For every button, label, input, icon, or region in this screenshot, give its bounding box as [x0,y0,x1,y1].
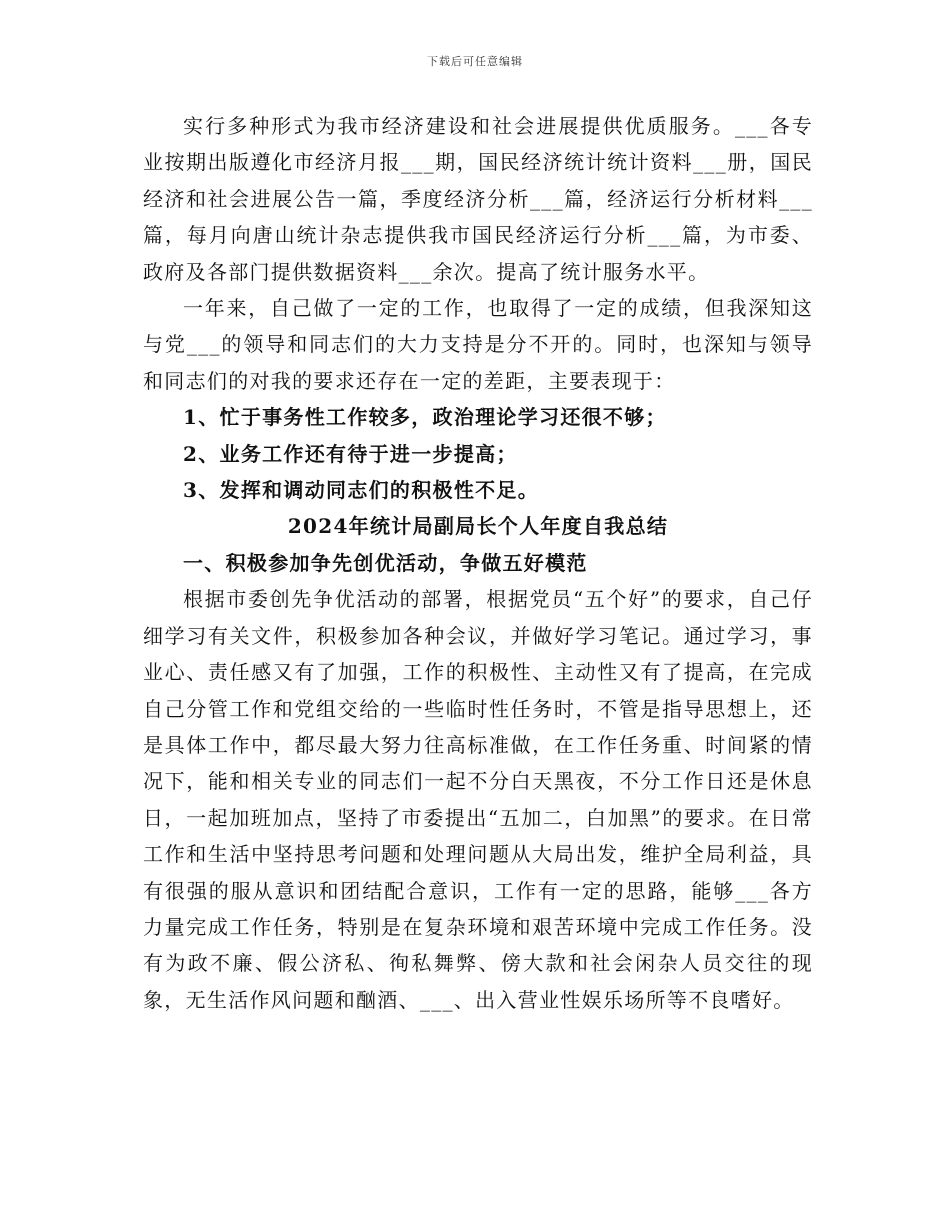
paragraph-statistics-services: 实行多种形式为我市经济建设和社会进展提供优质服务。___各专业按期出版遵化市经济月报___期，国民经济统计统计资料___册，国民经济和社会进展公告一篇，季度经济分析___篇，经济运行分析材料___篇，每月向唐山统计杂志提供我市国民经济运行分析___篇，为市委、政府及各部门提供数据资料___余次。提高了统计服务水平。 [143,114,813,284]
paragraph-shortcomings-intro: 一年来，自己做了一定的工作，也取得了一定的成绩，但我深知这与党___的领导和同志们的大力支持是分不开的。同时，也深知与领导和同志们的对我的要求还存在一定的差距，主要表现于： [143,296,813,393]
page-header: 下载后可任意编辑 [427,55,523,68]
list-item: 3、发挥和调动同志们的积极性不足。 [183,478,540,503]
list-item: 2、业务工作还有待于进一步提高； [183,441,518,466]
document-body [143,108,813,1018]
list-item: 1、忙于事务性工作较多，政治理论学习还很不够； [183,405,667,430]
section-heading: 一、积极参加争先创优活动，争做五好模范 [183,550,588,575]
document-title: 2024年统计局副局长个人年度自我总结 [287,514,669,539]
paragraph-activity-details: 根据市委创先争优活动的部署，根据党员“五个好”的要求，自己仔细学习有关文件，积极参加各种会议，并做好学习笔记。通过学习，事业心、责任感又有了加强，工作的积极性、主动性又有了提高，在完成自己分管工作和党组交给的一些临时性任务时，不管是指导思想上，还是具体工作中，都尽最大努力往高标准做，在工作任务重、时间紧的情况下，能和相关专业的同志们一起不分白天黑夜，不分工作日还是休息日，一起加班加点，坚持了市委提出“五加二，白加黑”的要求。在日常工作和生活中坚持思考问题和处理问题从大局出发，维护全局利益，具有很强的服从意识和团结配合意识，工作有一定的思路，能够___各方力量完成工作任务，特别是在复杂环境和艰苦环境中完成工作任务。没有为政不廉、假公济私、徇私舞弊、傍大款和社会闲杂人员交往的现象，无生活作风问题和酗酒、___、出入营业性娱乐场所等不良嗜好。 [143,587,813,1012]
